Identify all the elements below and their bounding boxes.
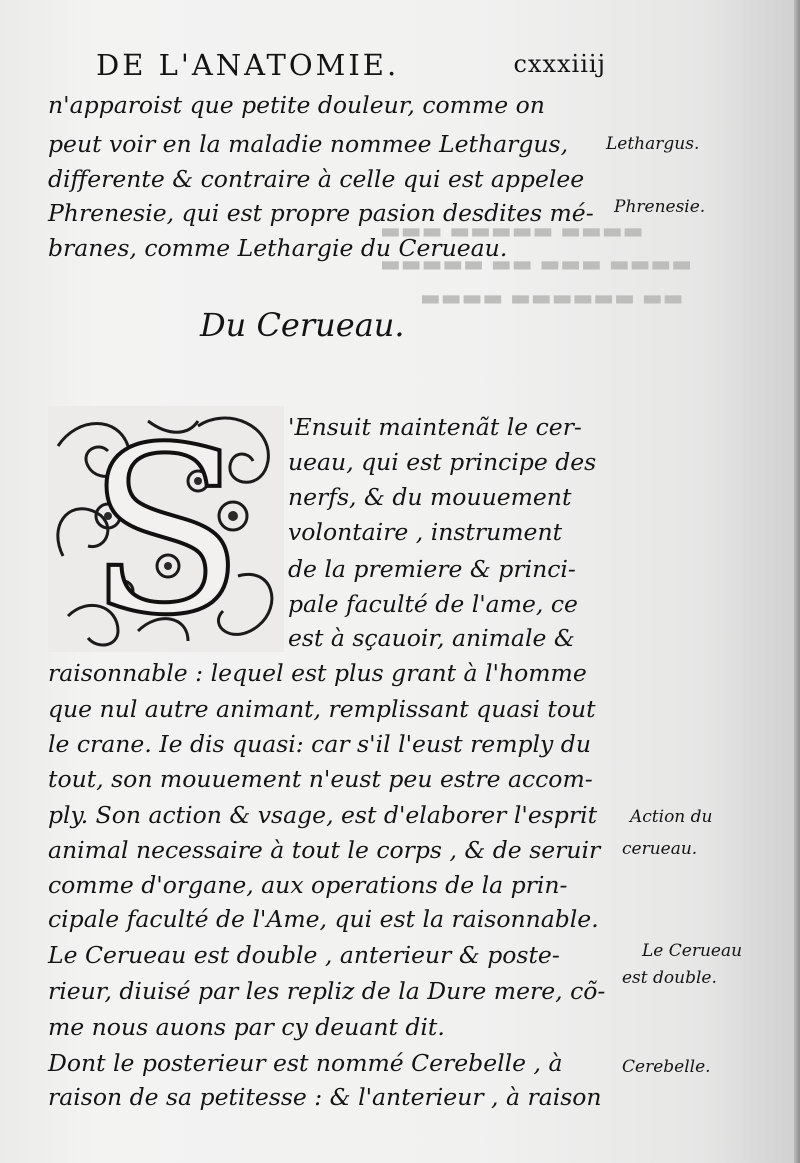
text-line: animal necessaire à tout le corps , & de seruir: [48, 836, 601, 864]
text-line: raison de sa petitesse : & l'anterieur , à raison: [48, 1083, 602, 1111]
text-line: de la premiere & princi-: [288, 555, 576, 583]
text-line: que nul autre animant, remplissant quasi tout: [48, 695, 596, 723]
drop-cap-letter: S: [87, 406, 245, 652]
drop-cap-ornament-icon: [48, 406, 284, 652]
margin-note: Phrenesie.: [614, 197, 706, 217]
section-title: Du Cerueau.: [200, 306, 405, 344]
text-line: Phrenesie, qui est propre pasion desdites mé-: [48, 199, 594, 227]
bleed-through-block: ▬▬▬▬ ▬▬▬▬▬▬ ▬▬: [420, 286, 684, 311]
text-line: ueau, qui est principe des: [288, 448, 597, 476]
margin-note: Lethargus.: [606, 134, 700, 154]
margin-note: Action du: [630, 807, 713, 827]
text-line: branes, comme Lethargie du Cerueau.: [48, 234, 508, 262]
text-line: rieur, diuisé par les repliz de la Dure mere, cõ-: [48, 977, 606, 1005]
folio-number: cxxxiiij: [513, 50, 606, 78]
text-line: differente & contraire à celle qui est appelee: [48, 165, 585, 193]
running-head-title: DE L'ANATOMIE.: [96, 48, 400, 82]
text-line: 'Ensuit maintenãt le cer-: [288, 413, 582, 441]
ornamental-drop-cap: [48, 406, 284, 652]
running-head: [96, 48, 606, 88]
text-line: Le Cerueau est double , anterieur & poste-: [48, 941, 560, 969]
text-line: nerfs, & du mouuement: [288, 483, 572, 511]
text-line: me nous auons par cy deuant dit.: [48, 1013, 445, 1041]
text-line: est à sçauoir, animale &: [288, 624, 575, 652]
margin-note: cerueau.: [622, 839, 698, 859]
page-edge-shadow: [794, 0, 800, 1163]
margin-note: est double.: [622, 968, 717, 988]
margin-note: Le Cerueau: [642, 941, 743, 961]
text-line: ply. Son action & vsage, est d'elaborer l'esprit: [48, 801, 598, 829]
text-line: tout, son mouuement n'eust peu estre accom-: [48, 765, 593, 793]
bleed-through-block: ▬▬▬ ▬▬▬▬▬ ▬▬▬▬: [380, 219, 644, 244]
text-line: peut voir en la maladie nommee Lethargus,: [48, 130, 569, 158]
text-line: cipale faculté de l'Ame, qui est la raisonnable.: [48, 905, 599, 933]
text-line: volontaire , instrument: [288, 518, 563, 546]
text-line: Dont le posterieur est nommé Cerebelle , à: [48, 1049, 563, 1077]
bleed-through-block: ▬▬▬▬▬ ▬▬ ▬▬▬ ▬▬▬▬: [380, 252, 692, 277]
text-line: n'apparoist que petite douleur, comme on: [48, 91, 545, 119]
text-line: le crane. Ie dis quasi: car s'il l'eust remply du: [48, 730, 591, 758]
text-line: raisonnable : lequel est plus grant à l'homme: [48, 659, 587, 687]
text-line: comme d'organe, aux operations de la prin-: [48, 871, 568, 899]
text-line: pale faculté de l'ame, ce: [288, 590, 578, 618]
margin-note: Cerebelle.: [622, 1057, 711, 1077]
